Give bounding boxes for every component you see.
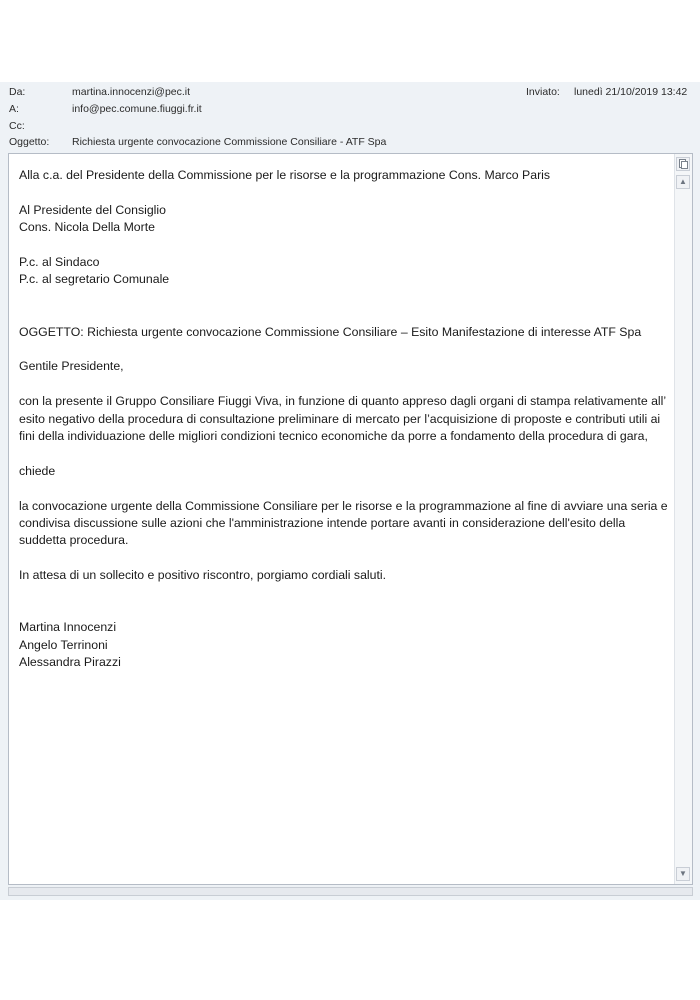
subject-text: Richiesta urgente convocazione Commissione Consiliare - ATF Spa <box>72 136 387 148</box>
signature: Alessandra Pirazzi <box>19 655 121 670</box>
cc-label: Cc: <box>9 120 25 132</box>
from-row <box>0 84 700 100</box>
addressee-line: Alla c.a. del Presidente della Commissione per le risorse e la programmazione Cons. Marco Paris <box>19 168 551 182</box>
signature: Angelo Terrinoni <box>19 637 108 652</box>
closing: In attesa di un sollecito e positivo riscontro, porgiamo cordiali saluti. <box>19 568 387 583</box>
document-icon <box>677 158 689 170</box>
chevron-down-icon[interactable]: ▼ <box>676 867 690 881</box>
message-text <box>19 167 669 672</box>
cc-row <box>0 118 700 134</box>
to-address[interactable]: info@pec.comune.fiuggi.fr.it <box>72 103 202 115</box>
document-icon[interactable] <box>676 157 690 171</box>
horizontal-scrollbar[interactable] <box>8 887 693 896</box>
to-row <box>0 101 700 117</box>
vertical-scrollbar[interactable] <box>674 154 692 884</box>
chevron-up-icon[interactable]: ▲ <box>676 175 690 189</box>
greeting: Gentile Presidente, <box>19 359 124 374</box>
to-label: A: <box>9 103 19 115</box>
subject-row <box>0 134 700 150</box>
request-word: chiede <box>19 463 56 478</box>
message-body[interactable] <box>8 153 693 885</box>
addressee-line: Cons. Nicola Della Morte <box>19 220 155 235</box>
email-header <box>0 82 700 152</box>
paragraph: la convocazione urgente della Commissione Consiliare per le risorse e la programmazione al fine di avviare una seria e condivisa discussione sulle azioni che l'amministrazione intende portare avanti in considerazione dell'esito della suddetta procedura. <box>19 498 668 548</box>
from-label: Da: <box>9 86 26 98</box>
cc-line: P.c. al Sindaco <box>19 255 100 269</box>
subject-label: Oggetto: <box>9 136 50 148</box>
sent-label: Inviato: <box>526 86 560 98</box>
cc-line: P.c. al segretario Comunale <box>19 272 170 287</box>
sent-date: lunedì 21/10/2019 13:42 <box>574 86 688 98</box>
signature: Martina Innocenzi <box>19 620 117 635</box>
subject-line: OGGETTO: Richiesta urgente convocazione Commissione Consiliare – Esito Manifestazione di interesse ATF Spa <box>19 324 642 339</box>
from-address[interactable]: martina.innocenzi@pec.it <box>72 86 191 98</box>
addressee-line: Al Presidente del Consiglio <box>19 202 166 217</box>
paragraph: con la presente il Gruppo Consiliare Fiuggi Viva, in funzione di quanto appreso dagli organi di stampa relativamente all’ esito negativo della procedura di consultazione preliminare di mercato per l’acquisizione di proposte e contributi utili ai fini della individuazione delle migliori condizioni tecnico economiche da porre a fondamento della procedura di gara, <box>19 394 666 444</box>
email-window <box>0 82 700 900</box>
